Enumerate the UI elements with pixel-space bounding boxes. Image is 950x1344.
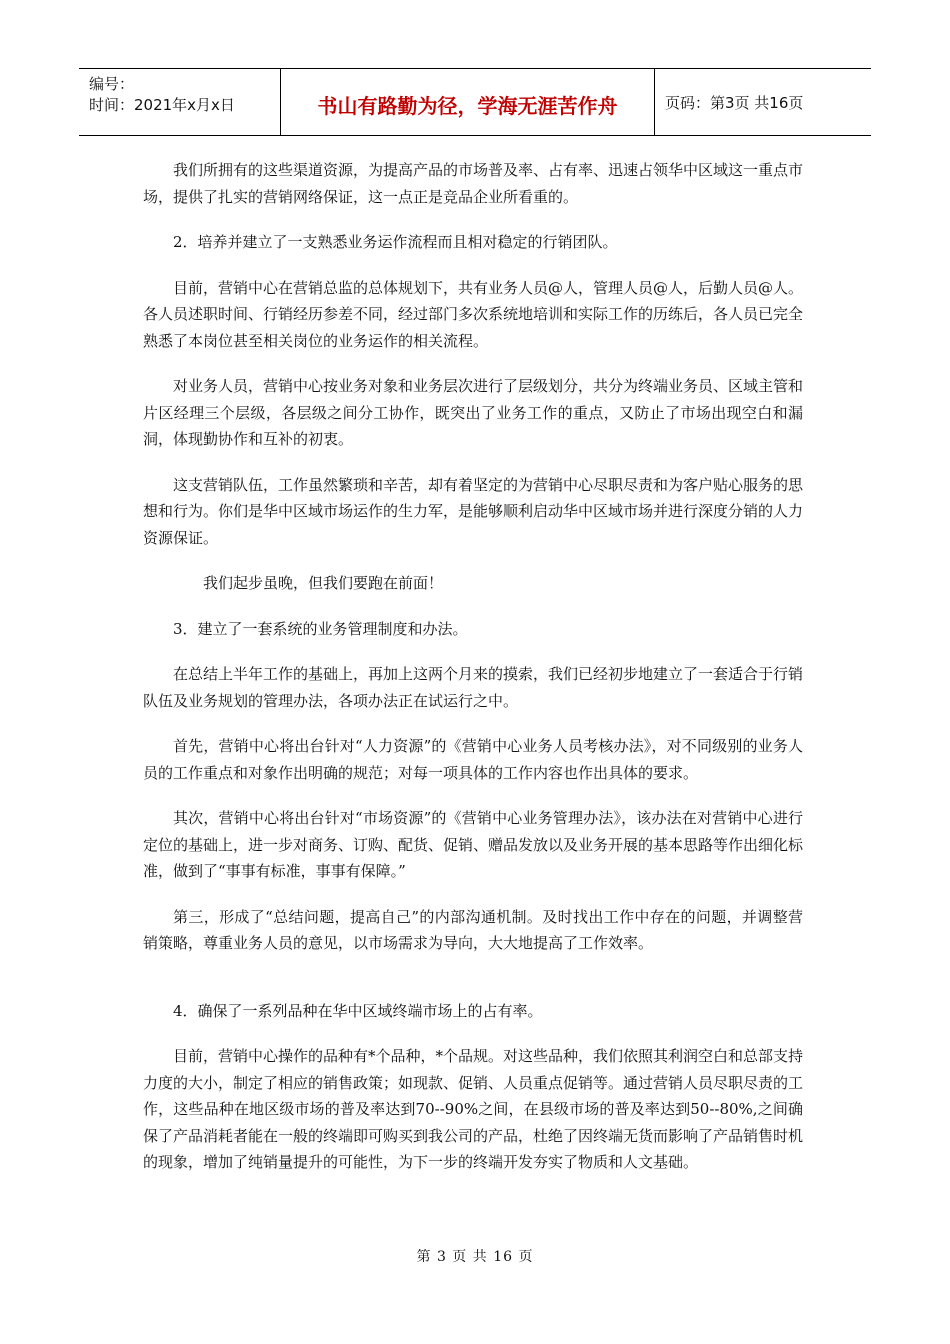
paragraph: 其次，营销中心将出台针对“市场资源”的《营销中心业务管理办法》，该办法在对营销中心进行定位的基础上，进一步对商务、订购、配货、促销、赠品发放以及业务开展的基本思路等作出细化标准，做到了“事事有标准，事事有保障。” <box>143 809 804 880</box>
header-motto: 书山有路勤为径，学海无涯苦作舟 <box>281 69 655 135</box>
paragraph: 对业务人员，营销中心按业务对象和业务层次进行了层级划分，共分为终端业务员、区域主管和片区经理三个层级，各层级之间分工协作，既突出了业务工作的重点，又防止了市场出现空白和漏洞，体现勤协作和互补的初衷。 <box>143 377 804 448</box>
document-date-label: 时间：2021年x月x日 <box>89 96 235 114</box>
page-footer: 第 3 页 共 16 页 <box>416 1249 534 1265</box>
paragraph: 首先，营销中心将出台针对“人力资源”的《营销中心业务人员考核办法》，对不同级别的业务人员的工作重点和对象作出明确的规范；对每一项具体的工作内容也作出具体的要求。 <box>143 737 803 782</box>
paragraph: 第三，形成了“总结问题，提高自己”的内部沟通机制。及时找出工作中存在的问题，并调整营销策略，尊重业务人员的意见，以市场需求为导向，大大地提高了工作效率。 <box>143 907 803 952</box>
section-heading: 2．培养并建立了一支熟悉业务运作流程而且相对稳定的行销团队。 <box>173 233 618 251</box>
paragraph: 我们所拥有的这些渠道资源，为提高产品的市场普及率、占有率、迅速占领华中区域这一重点市场，提供了扎实的营销网络保证，这一点正是竞品企业所看重的。 <box>143 161 804 206</box>
header-page-info: 页码：第3页 共16页 <box>665 93 804 112</box>
paragraph: 目前，营销中心在营销总监的总体规划下，共有业务人员@人，管理人员@人，后勤人员@人。各人员述职时间、行销经历参差不同，经过部门多次系统地培训和实际工作的历练后，各人员已完全熟悉了本岗位甚至相关岗位的业务运作的相关流程。 <box>143 278 804 350</box>
paragraph: 目前，营销中心操作的品种有*个品种，*个品规。对这些品种，我们依照其利润空白和总部支持力度的大小，制定了相应的销售政策；如现款、促销、人员重点促销等。通过营销人员尽职尽责的工作，这些品种在地区级市场的普及率达到70--90%之间，在县级市场的普及率达到50--80%,之间确保了产品消耗者能在一般的终端即可购买到我公司的产品，杜绝了因终端无货而影响了产品销售时机的现象，增加了纯销量提升的可能性，为下一步的终端开发夯实了物质和人文基础。 <box>143 1047 804 1171</box>
section-heading: 4．确保了一系列品种在华中区域终端市场上的占有率。 <box>173 1001 543 1020</box>
paragraph: 这支营销队伍，工作虽然繁琐和辛苦，却有着坚定的为营销中心尽职尽责和为客户贴心服务的思想和行为。你们是华中区域市场运作的生力军，是能够顺利启动华中区域市场并进行深度分销的人力资源保证。 <box>143 475 804 547</box>
section-heading: 3．建立了一套系统的业务管理制度和办法。 <box>173 619 468 638</box>
header-meta <box>79 69 281 135</box>
document-body <box>143 157 803 1176</box>
paragraph: 在总结上半年工作的基础上，再加上这两个月来的摸索，我们已经初步地建立了一套适合于行销队伍及业务规划的管理办法，各项办法正在试运行之中。 <box>143 665 804 710</box>
slogan-line: 我们起步虽晚，但我们要跑在前面！ <box>203 574 444 592</box>
document-number-label: 编号： <box>89 75 135 93</box>
page-header <box>79 68 871 136</box>
